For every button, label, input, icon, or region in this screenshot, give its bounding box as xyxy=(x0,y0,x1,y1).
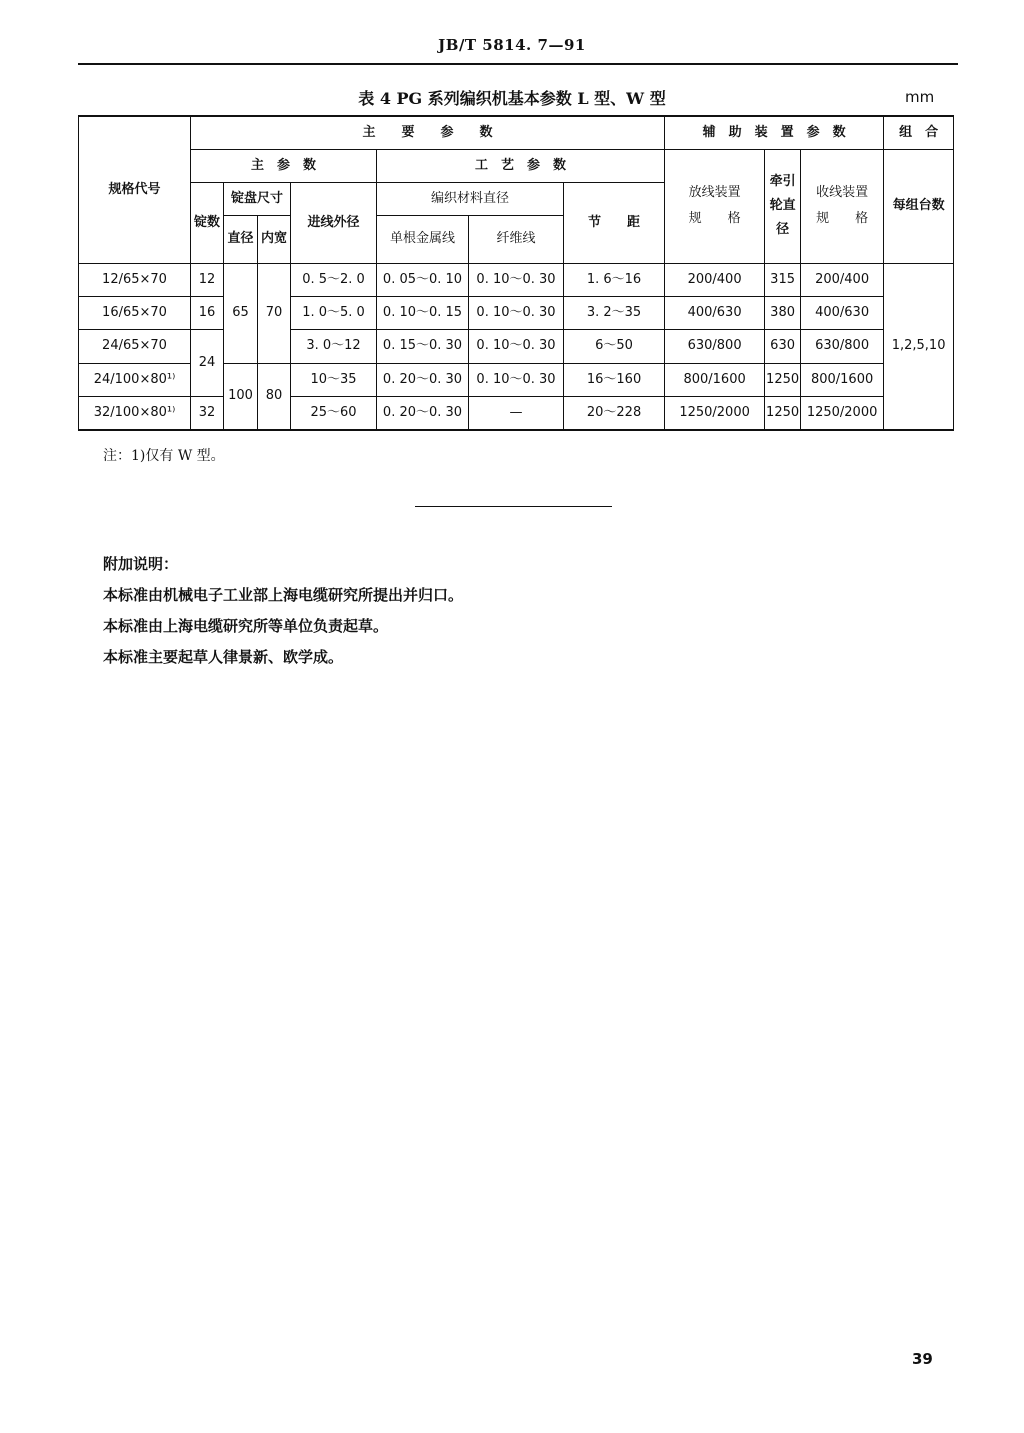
header-primary-params: 主 参 数 xyxy=(191,149,377,182)
cell-inlet-od: 25～60 xyxy=(291,397,377,430)
cell-spec: 24/100×80¹⁾ xyxy=(79,363,191,396)
cell-fiber: 0. 10～0. 30 xyxy=(469,263,564,296)
cell-pitch: 3. 2～35 xyxy=(564,296,665,329)
cell-takeup: 200/400 xyxy=(801,263,884,296)
cell-bobbin-diameter: 65 xyxy=(224,263,258,363)
header-bobbin-width: 内宽 xyxy=(258,215,291,263)
table-row xyxy=(79,397,954,430)
header-single-metal-wire: 单根金属线 xyxy=(377,215,469,263)
cell-capstan: 380 xyxy=(765,296,801,329)
table-row xyxy=(79,263,954,296)
header-row-2 xyxy=(79,149,954,182)
cell-pitch: 16～160 xyxy=(564,363,665,396)
unit-label: mm xyxy=(905,88,935,106)
cell-pitch: 1. 6～16 xyxy=(564,263,665,296)
cell-takeup: 1250/2000 xyxy=(801,397,884,430)
cell-takeup: 800/1600 xyxy=(801,363,884,396)
cell-payoff: 630/800 xyxy=(665,330,765,363)
table-row xyxy=(79,330,954,363)
cell-bobbin-width: 80 xyxy=(258,363,291,430)
section-divider xyxy=(415,506,612,507)
cell-metal-wire: 0. 05～0. 10 xyxy=(377,263,469,296)
cell-fiber: 0. 10～0. 30 xyxy=(469,330,564,363)
header-spec-code: 规格代号 xyxy=(79,116,191,263)
header-spindle-count: 锭数 xyxy=(191,182,224,263)
cell-inlet-od: 0. 5～2. 0 xyxy=(291,263,377,296)
cell-bobbin-width: 70 xyxy=(258,263,291,363)
cell-payoff: 800/1600 xyxy=(665,363,765,396)
header-pitch: 节 距 xyxy=(564,182,665,263)
addendum-title: 附加说明： xyxy=(103,555,179,573)
cell-units-per-group: 1,2,5,10 xyxy=(884,263,954,430)
header-rule xyxy=(78,63,958,65)
cell-inlet-od: 1. 0～5. 0 xyxy=(291,296,377,329)
cell-spindles: 24 xyxy=(191,330,224,397)
cell-payoff: 1250/2000 xyxy=(665,397,765,430)
header-bobbin-diameter: 直径 xyxy=(224,215,258,263)
table-title: 表 4 PG 系列编织机基本参数 L 型、W 型 xyxy=(358,89,666,108)
cell-pitch: 20～228 xyxy=(564,397,665,430)
cell-spec: 12/65×70 xyxy=(79,263,191,296)
cell-takeup: 630/800 xyxy=(801,330,884,363)
header-payoff-spec: 放线装置 规 格 xyxy=(665,149,765,263)
cell-capstan: 630 xyxy=(765,330,801,363)
header-bobbin-size: 锭盘尺寸 xyxy=(224,182,291,215)
header-main-params: 主 要 参 数 xyxy=(191,116,665,149)
addendum-line: 本标准主要起草人律景新、欧学成。 xyxy=(103,648,344,666)
addendum-line: 本标准由机械电子工业部上海电缆研究所提出并归口。 xyxy=(103,586,464,604)
standard-code-header: JB/T 5814. 7—91 xyxy=(438,36,586,54)
header-combination: 组 合 xyxy=(884,116,954,149)
cell-payoff: 200/400 xyxy=(665,263,765,296)
header-inlet-od: 进线外径 xyxy=(291,182,377,263)
header-capstan-diameter: 牵引 轮直 径 xyxy=(765,149,801,263)
page-number: 39 xyxy=(912,1350,933,1368)
cell-pitch: 6～50 xyxy=(564,330,665,363)
table-footnote: 注：1)仅有 W 型。 xyxy=(103,448,225,464)
header-takeup-spec: 收线装置 规 格 xyxy=(801,149,884,263)
cell-fiber: 0. 10～0. 30 xyxy=(469,296,564,329)
parameters-table xyxy=(78,115,954,431)
table-row xyxy=(79,296,954,329)
cell-spec: 16/65×70 xyxy=(79,296,191,329)
cell-spindles: 12 xyxy=(191,263,224,296)
cell-metal-wire: 0. 10～0. 15 xyxy=(377,296,469,329)
cell-metal-wire: 0. 20～0. 30 xyxy=(377,397,469,430)
cell-spec: 32/100×80¹⁾ xyxy=(79,397,191,430)
cell-spindles: 32 xyxy=(191,397,224,430)
cell-fiber: — xyxy=(469,397,564,430)
header-row-1 xyxy=(79,116,954,149)
cell-inlet-od: 10～35 xyxy=(291,363,377,396)
header-braid-material-diameter: 编织材料直径 xyxy=(377,182,564,215)
header-units-per-group: 每组台数 xyxy=(884,149,954,263)
cell-inlet-od: 3. 0～12 xyxy=(291,330,377,363)
cell-bobbin-diameter: 100 xyxy=(224,363,258,430)
header-aux-params: 辅 助 装 置 参 数 xyxy=(665,116,884,149)
addendum-line: 本标准由上海电缆研究所等单位负责起草。 xyxy=(103,617,389,635)
cell-metal-wire: 0. 15～0. 30 xyxy=(377,330,469,363)
cell-capstan: 1250 xyxy=(765,397,801,430)
header-fiber: 纤维线 xyxy=(469,215,564,263)
cell-takeup: 400/630 xyxy=(801,296,884,329)
cell-capstan: 315 xyxy=(765,263,801,296)
cell-payoff: 400/630 xyxy=(665,296,765,329)
cell-capstan: 1250 xyxy=(765,363,801,396)
cell-spec: 24/65×70 xyxy=(79,330,191,363)
cell-fiber: 0. 10～0. 30 xyxy=(469,363,564,396)
cell-metal-wire: 0. 20～0. 30 xyxy=(377,363,469,396)
cell-spindles: 16 xyxy=(191,296,224,329)
header-process-params: 工 艺 参 数 xyxy=(377,149,665,182)
